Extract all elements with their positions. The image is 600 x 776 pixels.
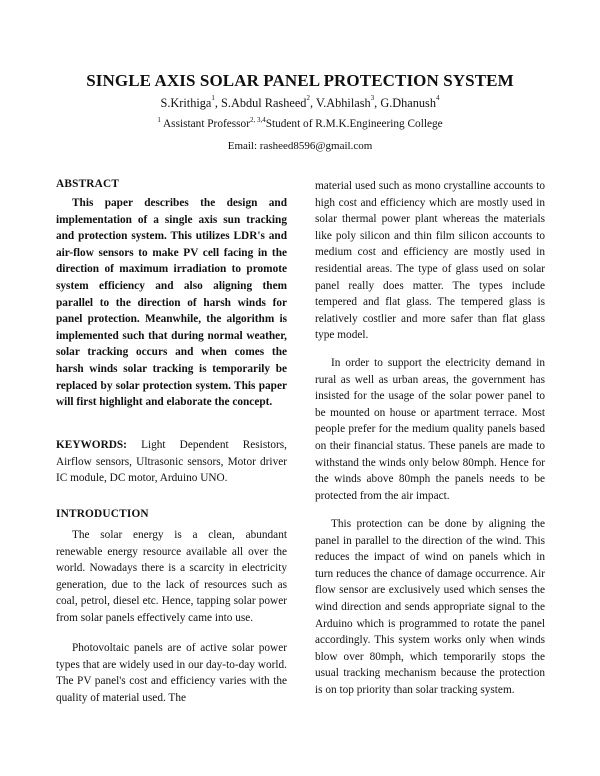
keywords-text: Light Dependent Resistors, Airflow sensors, Ultrasonic sensors, Motor driver IC module, DC motor, Arduino UNO. [56, 439, 287, 485]
author-name: S.Abdul Rasheed [221, 96, 307, 110]
author-index: 4 [436, 94, 440, 102]
author-list: S.Krithiga$^1$, S.Abdul Rasheed$^2$, V.Abhilash$^3$, G.Dhanush$^4$ [160, 94, 440, 110]
author-name: G.Dhanush [380, 96, 436, 110]
abstract-heading: ABSTRACT [56, 178, 120, 190]
introduction-paragraph-2: Photovoltaic panels are of active solar power types that are widely used in our day-to-day world. The PV panel's cost and efficiency varies with the quality of material used. The [56, 642, 287, 704]
author-index: 3 [370, 94, 375, 102]
author-name: V.Abhilash [315, 96, 371, 110]
affiliation: $^1$ Assistant Professor$^{2, 3,4}$Student of R.M.K.Engineering College [157, 116, 443, 130]
body-paragraph-3: This protection can be done by aligning the panel in parallel to the direction of the wind. This reduces the impact of wind on panels which in turn reduces the chance of damage occurrence. Air flow sensor are exclusively used which senses the wind direction and sends appropriate signal to the Arduino which is programmed to rotate the panel accordingly. This system works only when winds blow over 80mph, which temporarily stops the usual tracking mechanism because the protection is on top priority than solar tracking system. [315, 518, 545, 696]
body-paragraph-1: material used such as mono crystalline accounts to high cost and efficiency which are mostly used in solar thermal power plant whereas the materials like poly silicon and thin film silicon accounts to medium cost and efficiency are mostly used in residential areas. The type of glass used on solar panel really does matter. The types include tempered and flat glass. The tempered glass is relatively costlier and more safer than flat glass type model. [315, 180, 545, 342]
body-paragraph-2: In order to support the electricity demand in rural as well as urban areas, the government has insisted for the usage of the solar power panel to be mounted on house or apartment terrace. Most people prefer for the medium quality panels based on their financial status. These panels are made to withstand the winds only below 80mph. Hence for the winds above 80mph the panels needs to be protected from the air impact. [315, 357, 545, 502]
author-index: 2 [306, 94, 310, 102]
author-name: S.Krithiga [160, 96, 212, 110]
introduction-heading: INTRODUCTION [56, 508, 149, 520]
keywords [56, 437, 287, 487]
keywords-label: KEYWORDS: [56, 439, 127, 451]
author-index: 1 [211, 94, 215, 102]
paper-title: SINGLE AXIS SOLAR PANEL PROTECTION SYSTEM [86, 71, 514, 90]
introduction-paragraph-1: The solar energy is a clean, abundant renewable energy resource available all over the world. Nowadays there is a scarcity in electricity generation, due to the lack of resources such as coal, petrol, diesel etc. Hence, tapping solar power from solar panels effectively came into use. [56, 529, 287, 624]
abstract-text: This paper describes the design and implementation of a single axis sun tracking and protection system. This utilizes LDR's and air-flow sensors to make PV cell facing in the direction of maximum irradiation to promote system efficiency and also aligning them parallel to the direction of harsh winds for panel protection. Meanwhile, the algorithm is implemented such that during normal weather, solar tracking occurs and when comes the harsh winds solar tracking is temporarily be replaced by solar protection system. This paper will first highlight and elaborate the concept. [56, 197, 287, 409]
contact-email: Email: rasheed8596@gmail.com [227, 140, 373, 152]
